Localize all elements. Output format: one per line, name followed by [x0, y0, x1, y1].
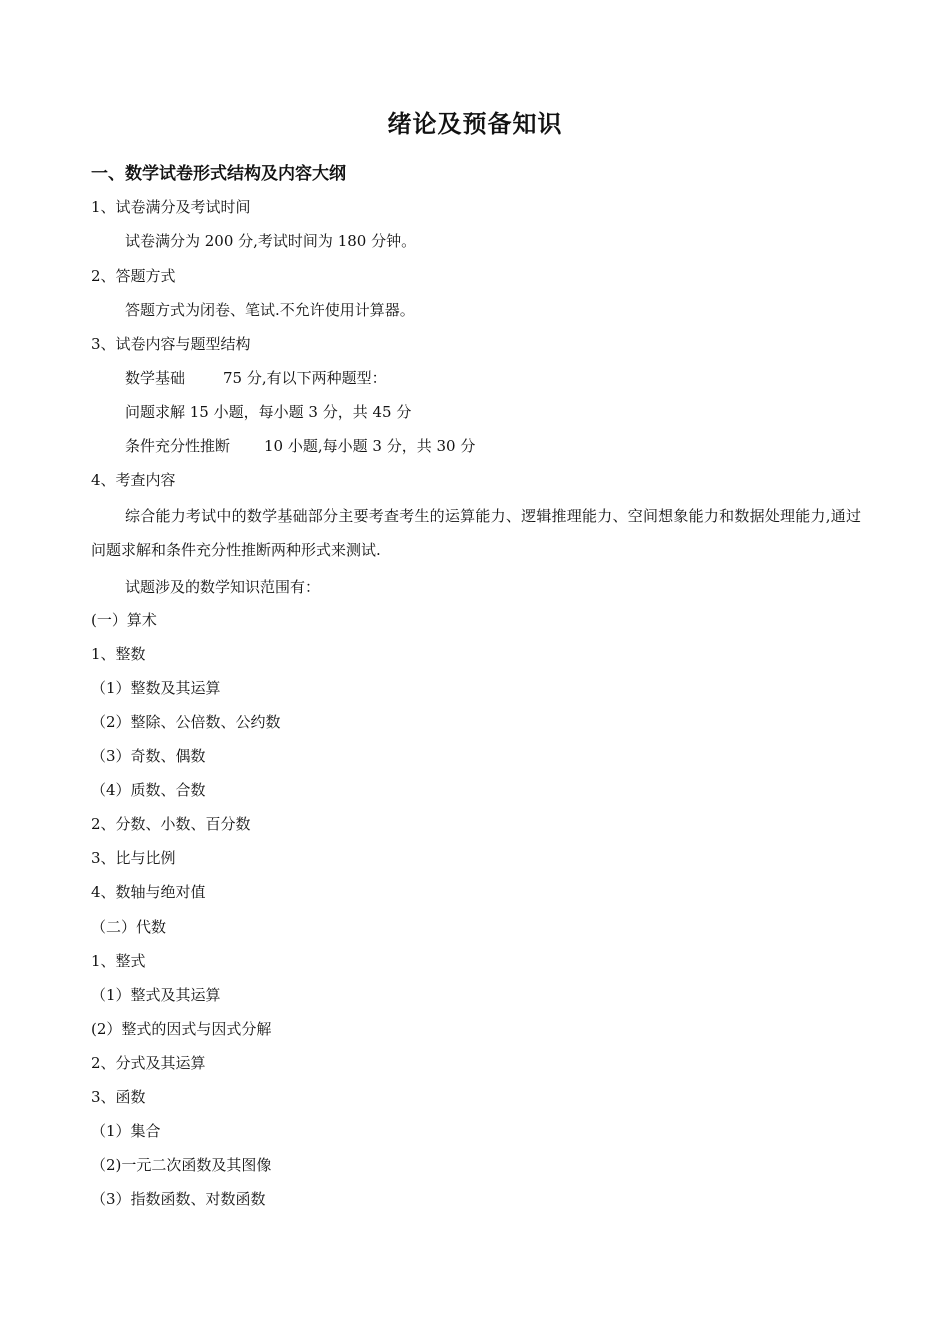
outline-item: 2、分数、小数、百分数 [91, 815, 251, 833]
outline-item: （1）集合 [91, 1122, 161, 1140]
scope-intro: 试题涉及的数学知识范围有： [125, 578, 321, 596]
problem-solving-line: 问题求解 15 小题，每小题 3 分，共 45 分 [125, 403, 412, 421]
sufficiency-line [125, 434, 475, 458]
outline-item: 2、分式及其运算 [91, 1054, 206, 1072]
item-heading-4: 4、考查内容 [91, 471, 176, 489]
item-heading-3: 3、试卷内容与题型结构 [91, 335, 251, 353]
outline-item: 4、数轴与绝对值 [91, 883, 206, 901]
outline-item: 1、整数 [91, 645, 146, 663]
outline-item: 3、函数 [91, 1088, 146, 1106]
exam-section-name: 数学基础 [125, 369, 186, 387]
item-text-1: 试卷满分为 200 分,考试时间为 180 分钟。 [125, 232, 417, 250]
sufficiency-name: 条件充分性推断 [125, 437, 231, 455]
outline-item: (一）算术 [91, 611, 157, 629]
exam-structure-line [125, 366, 387, 390]
outline-item: （1）整式及其运算 [91, 986, 221, 1004]
item-heading-1: 1、试卷满分及考试时间 [91, 198, 251, 216]
outline-item: 3、比与比例 [91, 849, 176, 867]
outline-item: （3）指数函数、对数函数 [91, 1190, 266, 1208]
outline-item: 1、整式 [91, 952, 146, 970]
section-heading: 一、数学试卷形式结构及内容大纲 [91, 164, 346, 184]
outline-item: （2）整除、公倍数、公约数 [91, 713, 281, 731]
exam-section-score: 75 分,有以下两种题型： [223, 369, 387, 387]
outline-item: （2)一元二次函数及其图像 [91, 1156, 272, 1174]
item-heading-2: 2、答题方式 [91, 267, 176, 285]
outline-item: (2）整式的因式与因式分解 [91, 1020, 272, 1038]
outline-item: （1）整数及其运算 [91, 679, 221, 697]
item-text-2: 答题方式为闭卷、笔试.不允许使用计算器。 [125, 301, 415, 319]
sufficiency-score: 10 小题,每小题 3 分，共 30 分 [264, 437, 476, 455]
outline-item: （二）代数 [91, 918, 167, 936]
page-title: 绪论及预备知识 [387, 110, 563, 138]
outline-item: （4）质数、合数 [91, 781, 206, 799]
content-paragraph: 综合能力考试中的数学基础部分主要考查考生的运算能力、逻辑推理能力、空间想象能力和数据处理能力,通过问题求解和条件充分性推断两种形式来测试. [91, 507, 861, 559]
outline-item: （3）奇数、偶数 [91, 747, 206, 765]
